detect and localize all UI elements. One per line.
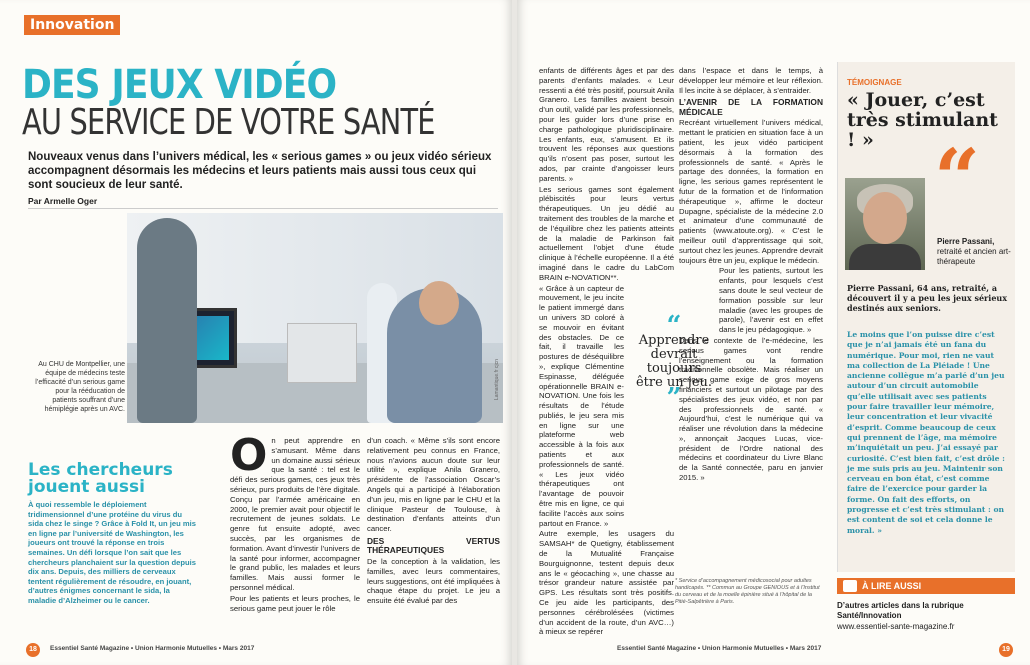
person-caption	[937, 237, 1017, 267]
divider	[28, 208, 498, 209]
sidebar-title: Les chercheurs jouent aussi	[28, 460, 173, 497]
testimony-text: Le moins que l’on puisse dire c’est que je n’ai jamais été un fana du numérique. Pour moi, rien ne vaut ma collection de La Pléiade ! Une ancienne collègue m’a parlé d’un jeu autour d’un circuit automobile qu’elle utilisait avec ses patients pour faire travailler leur mémoire, leur concentration et leur vivacité d’esprit. Comme beaucoup de ceux qui prennent de l’âge, ma mémoire m’inquiétait un peu. J’ai essayé par curiosité. C’est bien fait, c’est drôle : je me suis pris au jeu. Maintenir son cerveau en bon état, c’est comme faire de l’exercice pour garder la forme. On fait des efforts, on progresse et c’est très stimulant : on est content de soi et cela donne le moral. »	[847, 330, 1005, 535]
footnote: * Service d’accompagnement médicosocial pour adultes handicapés. ** Commun au Groupe GENIOUS et à l’Institut du cerveau et de la moelle épinière situé à l’hôpital de la Pitié-Salpêtrière à Paris.	[675, 578, 820, 605]
section-heading: DES VERTUS THÉRAPEUTIQUES	[367, 535, 500, 556]
paragraph: n peut apprendre en s’amusant. Même dans un domaine aussi sérieux que la santé : tel est le défi des serious games, ces jeux très sérieux, purs produits de l’ère digitale. Conçu par l’armée américaine en 2000, le premier avait pour objectif le recrutement de jeunes soldats. Le genre fut ensuite adopté, avec succès, par les organismes de formation. Avant d’investir l’univers de la santé pour informer, accompagner le grand public, les malades et leurs familles. Mais aussi former le personnel médical.	[230, 436, 360, 592]
paragraph: « Grâce à un capteur de mouvement, le jeu incite le patient immergé dans un univers 3D coloré à se mouvoir en évitant des obstacles. De ce fait, il travaille les postures de déséquilibre », explique Clémentine Espinasse, déléguée opérationnelle BRAIN e-NOVATION. Une fois les résultats de l’étude publiés, le jeu sera mis en ligne sur une plateforme web accessible à la fois aux patients et aux professionnels de santé. « Les jeux vidéo thérapeutiques ont l’avantage de pouvoir être mis en ligne, ce qui facilite l’accès aux soins partout en France. »	[539, 283, 624, 528]
article-column-4	[679, 66, 823, 484]
photo-credit: Lamantique.fr cjcn	[494, 359, 500, 400]
quote-open-icon: “	[666, 311, 682, 341]
pull-quote-text: Apprendre devrait toujours être un jeu.	[635, 333, 713, 390]
paragraph: d’un coach. « Même s’ils sont encore relativement peu connus en France, nous n’avions aucun doute sur leur utilité », explique Anila Granero, présidente de l’association Oscar’s Angels qui a participé à l’élaboration d’un jeu, mis en ligne par le CHU et la clinique Pasteur de Toulouse, à destination d’enfants atteints d’un cancer.	[367, 436, 500, 534]
testimony-label: TÉMOIGNAGE	[847, 78, 902, 87]
paragraph: Pour les patients et leurs proches, le serious game peut jouer le rôle	[230, 593, 360, 613]
paragraph: Autre exemple, les usagers du SAMSAH* de Quetigny, établissement de la Mutualité Française Bourguignonne, testent depuis deux ans le « géocaching », une chasse au trésor grandeur nature assistée par GPS. Les résultats sont très positifs. Ce jeu aide les participants, des personnes cérébrolésées (victimes d’un accident de la route, d’un AVC…) à mieux se repérer	[539, 529, 674, 637]
article-column-1	[230, 430, 360, 614]
left-page	[0, 0, 512, 665]
paragraph: enfants de différents âges et par des parents d’enfants malades. « Leur ressenti a été très positif, poursuit Anila Granero. Les familles avaient besoin d’un outil, validé par les professionnels, pour les guider lors d’une prise en charge pathologique pluridisciplinaire. Les enfants, eux, s’amusent. Et ils trouvent les réponses aux questions qu’ils n’osent pas poser, surtout les ados, par crainte d’angoisser leurs parents. »	[539, 66, 674, 183]
page-footer: Essentiel Santé Magazine • Union Harmonie Mutuelles • Mars 2017	[617, 645, 822, 652]
testimony-lead: Pierre Passani, 64 ans, retraité, a découvert il y a peu les jeux sérieux destinés aux seniors.	[847, 283, 1007, 313]
page-footer: Essentiel Santé Magazine • Union Harmonie Mutuelles • Mars 2017	[50, 645, 255, 652]
paragraph: De la conception à la validation, les familles, avec leurs commentaires, leurs suggestions, ont été impliquées à chaque étape du projet. Le jeu a ensuite été évalué par des	[367, 556, 500, 606]
quote-mark-icon: “	[934, 131, 981, 225]
read-more-text: D’autres articles dans la rubrique Santé/Innovation	[837, 601, 964, 620]
paragraph: Recréant virtuellement l’univers médical, mettant le praticien en situation face à un patient, les jeux vidéo participent désormais à la formation des professionnels de santé. « Après le partage des données, la formation en ligne, les serious games représentent le futur de la formation et de l’information thérapeutique », affirme le docteur Dupagne, spécialiste de la médecine 2.0 et animateur d’une communauté de patients (www.atoute.org). « C’est le meilleur outil d’apprentissage qui soit, surtout chez les jeunes. Apprendre devrait toujours être un jeu, explique le médecin.	[679, 118, 823, 265]
person-name: Pierre Passani,	[937, 237, 995, 246]
paragraph: Pour les patients, surtout les enfants, pour lesquels c’est sans doute le seul vecteur de formation possible sur leur maladie (avec les groupes de parole), l’avenir est en effet dans le jeu pédagogique. »	[719, 266, 823, 335]
article-column-2	[367, 436, 500, 607]
book-icon	[843, 580, 857, 592]
portrait-photo	[845, 178, 925, 270]
headline-line-1: DES JEUX VIDÉO	[22, 62, 337, 108]
read-more-title: À LIRE AUSSI	[862, 581, 922, 591]
testimony-quote: « Jouer, c’est très stimulant ! »	[847, 89, 998, 151]
headline-line-2: AU SERVICE DE VOTRE SANTÉ	[22, 102, 435, 143]
quote-close-icon: ”	[666, 383, 682, 413]
paragraph: Dans le contexte de l’e-médecine, les serious games vont rendre l’enseignement ou la formation traditionnelle obsolète. Mais réaliser un serious game exige de gros moyens financiers et surtout un pilotage par des spécialistes des jeux vidéo, et non par des professionnels de santé. « Aujourd’hui, c’est le numérique qui va réaliser une révolution dans la médecine », annonçait Jacques Lucas, vice-président de l’Ordre national des médecins et coordinateur du Livre Blanc de la Santé connectée, paru en janvier 2015. »	[679, 335, 823, 483]
author-byline: Par Armelle Oger	[28, 196, 98, 206]
article-lead: Nouveaux venus dans l’univers médical, les « serious games » ou jeux vidéo sérieux accompagnent désormais les médecins et leurs patients mais aussi tous ceux qui sont soucieux de leur santé.	[28, 151, 492, 191]
read-more-link[interactable]: www.essentiel-sante-magazine.fr	[837, 622, 955, 631]
rubric-label: Innovation	[24, 15, 120, 35]
right-page	[517, 0, 1030, 665]
person-role: retraité et ancien art-thérapeute	[937, 247, 1011, 266]
section-heading: L’AVENIR DE LA FORMATION MÉDICALE	[679, 97, 823, 117]
photo-caption: Au CHU de Montpellier, une équipe de médecins teste l’efficacité d’un serious game pour la rééducation de patients souffrant d’une hémiplégie après un AVC.	[35, 361, 125, 413]
sidebar-body: À quoi ressemble le déploiement tridimensionnel d’une protéine du virus du sida chez le singe ? Grâce à Fold It, un jeu mis en ligne par l’université de Washington, les joueurs ont trouvé la réponse en trois semaines. Un défi lorsque l’on sait que les chercheurs planchaient sur la question depuis dix ans. Depuis, des milliers de cerveaux tentent régulièrement de résoudre, en jouant, d’autres énigmes concernant le sida, la maladie d’Alzheimer ou le cancer.	[28, 500, 196, 605]
paragraph: dans l’espace et dans le temps, à développer leur mémoire et leur réflexion. Il les incite à se déplacer, à s’entraider.	[679, 66, 823, 95]
dropcap: O	[230, 430, 268, 481]
paragraph: Les serious games sont également plébiscités pour leurs vertus thérapeutiques. Un jeu dédié au traitement des troubles de la marche et de l’équilibre chez les patients atteints de la maladie de Parkinson fait actuellement l’objet d’une étude clinique à l’échelle européenne. Il a été imaginé dans le cadre du LabCom BRAIN e-NOVATION**.	[539, 184, 674, 282]
page-number: 18	[26, 643, 40, 657]
article-photo	[127, 213, 503, 423]
page-number: 19	[999, 643, 1013, 657]
